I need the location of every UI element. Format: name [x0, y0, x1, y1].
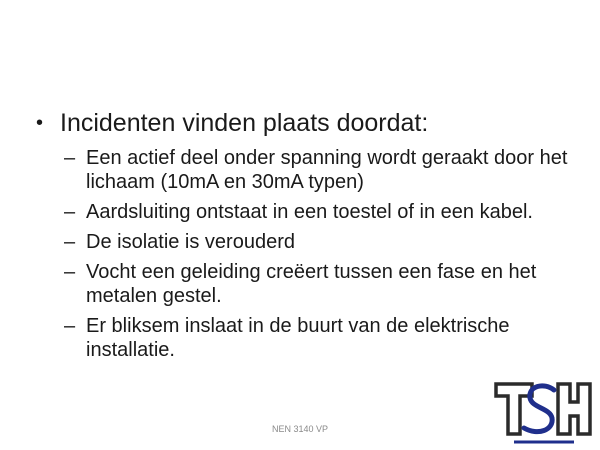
list-item-text: Een actief deel onder spanning wordt geraakt door het lichaam (10mA en 30mA typen) [86, 147, 568, 193]
list-item-text: Vocht een geleiding creëert tussen een fase en het metalen gestel. [86, 261, 537, 307]
bullet-dot-icon: • [36, 112, 44, 134]
footer-text: NEN 3140 VP [271, 424, 329, 434]
dash-icon: – [64, 261, 76, 283]
dash-icon: – [64, 147, 76, 169]
logo-letter-s [524, 386, 554, 432]
list-item-text: De isolatie is verouderd [86, 231, 295, 253]
logo-letter-t [496, 384, 532, 434]
list-item [64, 146, 584, 194]
list-item-text: Er bliksem inslaat in de buurt van de elektrische installatie. [86, 315, 510, 361]
dash-icon: – [64, 315, 76, 337]
sub-bullet-list [64, 146, 584, 368]
dash-icon: – [64, 231, 76, 253]
dash-icon: – [64, 201, 76, 223]
list-item [64, 230, 584, 254]
list-item [64, 260, 584, 308]
list-item-text: Aardsluiting ontstaat in een toestel of in een kabel. [86, 201, 533, 223]
list-item [64, 200, 584, 224]
main-bullet-text: Incidenten vinden plaats doordat: [60, 109, 429, 137]
list-item [64, 314, 584, 362]
logo-letter-h [558, 384, 590, 434]
tsh-logo-icon [494, 378, 594, 448]
main-bullet [36, 107, 576, 139]
